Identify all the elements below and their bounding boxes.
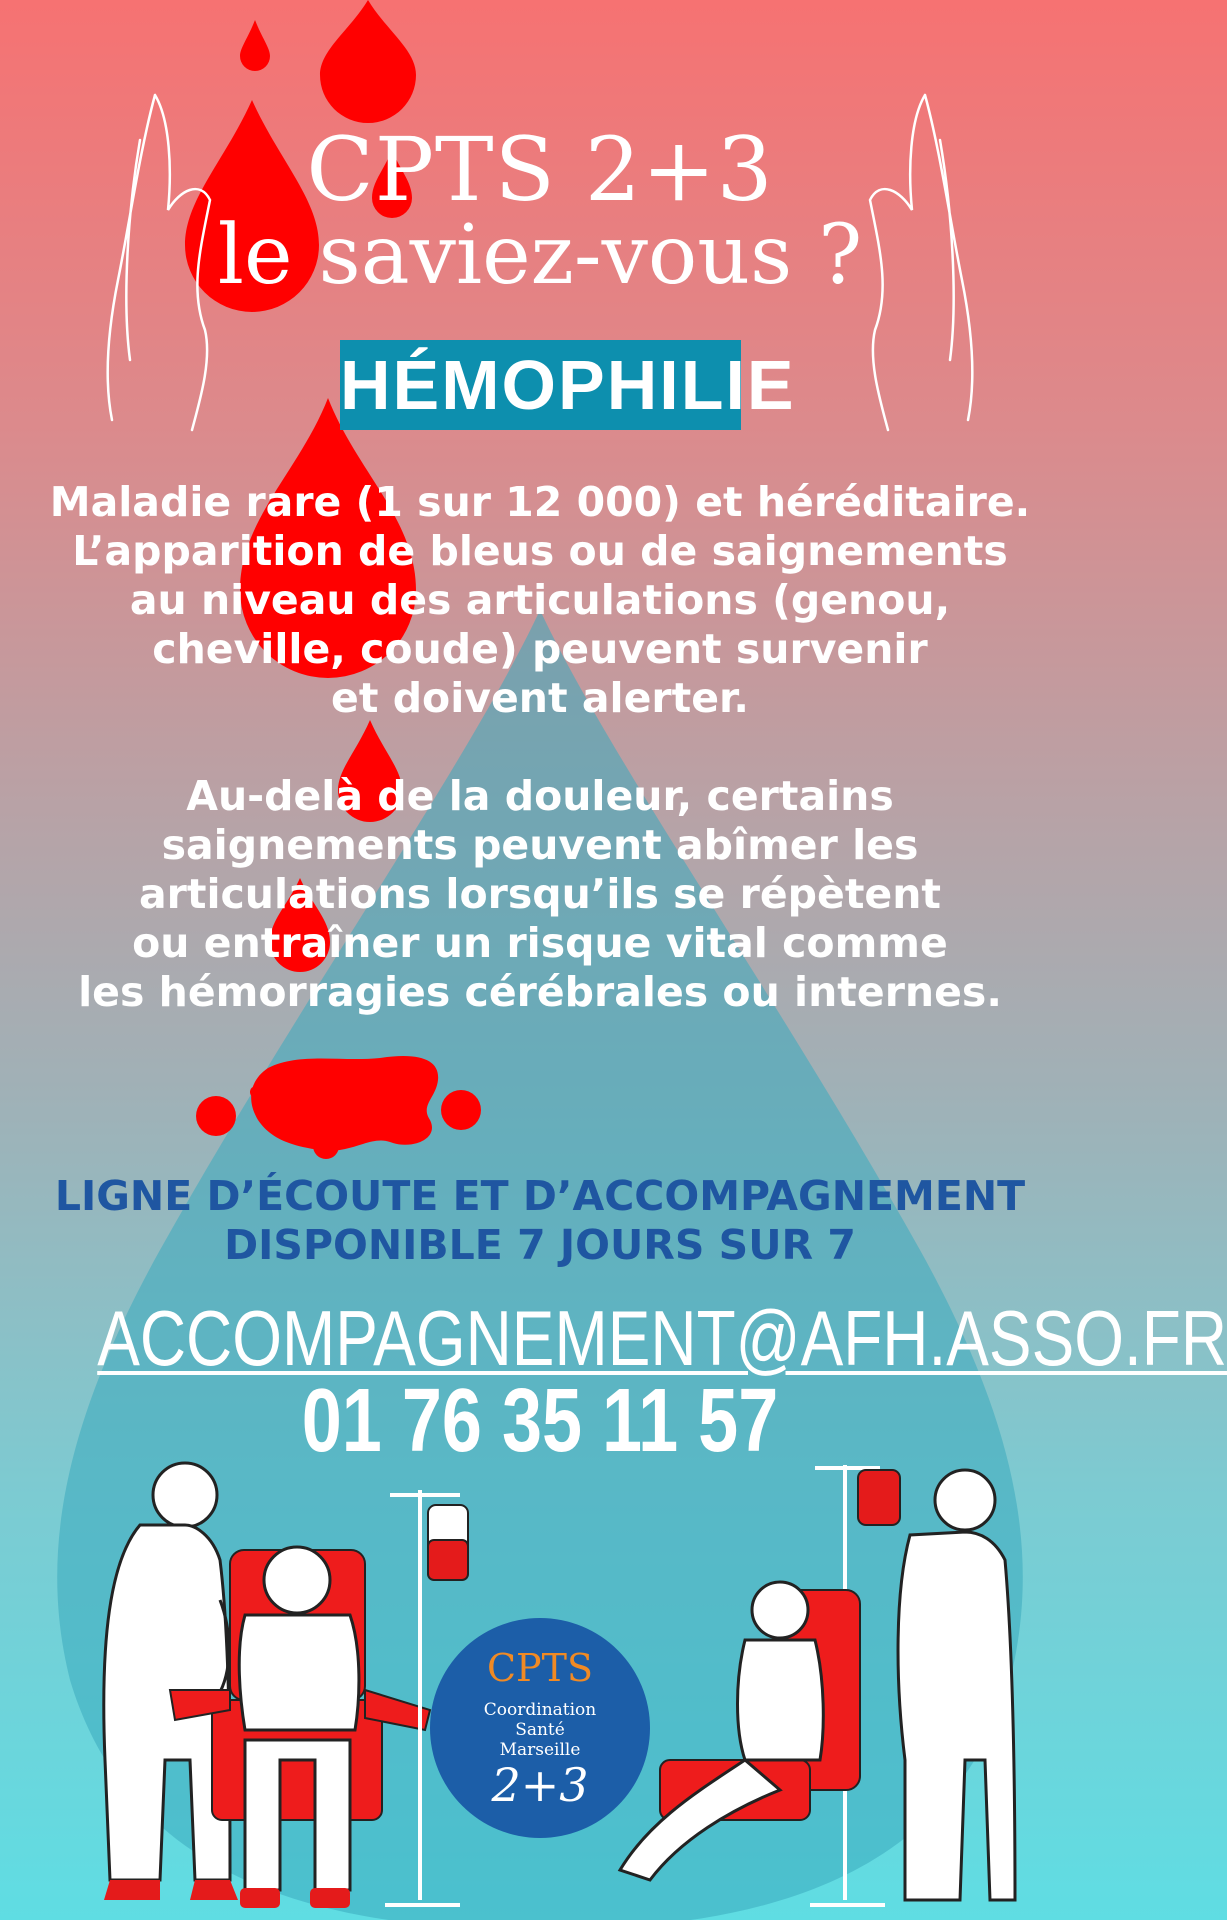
logo-line-marseille: Marseille bbox=[499, 1740, 581, 1760]
paragraph2-line: Au-delà de la douleur, certains bbox=[186, 772, 894, 820]
paragraph1-line: et doivent alerter. bbox=[331, 674, 749, 722]
phone-number[interactable]: 01 76 35 11 57 bbox=[301, 1371, 779, 1471]
paragraph2-line: saignements peuvent abîmer les bbox=[161, 821, 919, 869]
left-patient-shoes bbox=[240, 1888, 350, 1908]
right-blood-bag bbox=[858, 1470, 900, 1525]
title-cpts: CPTS 2+3 bbox=[306, 118, 774, 221]
paragraph2-line: ou entraîner un risque vital comme bbox=[132, 919, 948, 967]
paragraph1-line: Maladie rare (1 sur 12 000) et héréditaire. bbox=[49, 478, 1031, 526]
paragraph2-line: articulations lorsqu’ils se répètent bbox=[138, 870, 942, 918]
nurse-right-figure bbox=[898, 1470, 1015, 1900]
doctor-left-shoes bbox=[104, 1880, 238, 1900]
doctor-left-figure bbox=[104, 1463, 230, 1880]
paragraph2-line: les hémorragies cérébrales ou internes. bbox=[78, 968, 1002, 1016]
logo-line-sante: Santé bbox=[515, 1720, 565, 1740]
paragraph1-line: cheville, coude) peuvent survenir bbox=[152, 625, 928, 673]
title-le-saviez-vous: le saviez-vous ? bbox=[217, 208, 863, 303]
logo-number: 2+3 bbox=[491, 1758, 589, 1812]
right-patient-figure bbox=[620, 1582, 823, 1880]
topic-badge-hemophilie: HÉMOPHILIE bbox=[340, 340, 741, 430]
paragraph1-line: L’apparition de bleus ou de saignements bbox=[72, 527, 1008, 575]
helpline-title: LIGNE D’ÉCOUTE ET D’ACCOMPAGNEMENT bbox=[54, 1172, 1026, 1220]
cpts-logo bbox=[430, 1618, 650, 1838]
helpline-availability: DISPONIBLE 7 JOURS SUR 7 bbox=[224, 1221, 856, 1269]
paragraph1-line: au niveau des articulations (genou, bbox=[129, 576, 951, 624]
left-blood-bag bbox=[428, 1505, 468, 1580]
logo-line-coordination: Coordination bbox=[483, 1700, 597, 1720]
email-link[interactable]: ACCOMPAGNEMENT@AFH.ASSO.FR bbox=[97, 1294, 1227, 1382]
logo-brand: CPTS bbox=[486, 1646, 594, 1690]
